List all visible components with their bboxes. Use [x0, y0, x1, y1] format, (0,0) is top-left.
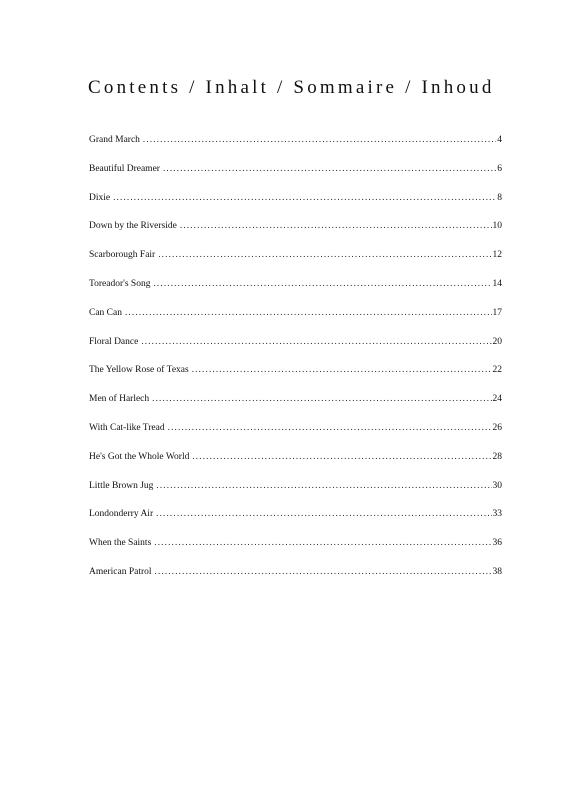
toc-entry-page: 14	[492, 278, 502, 289]
toc-entry-title: Can Can	[89, 307, 122, 318]
toc-entry	[89, 306, 502, 335]
toc-entry	[89, 248, 502, 277]
dot-leader	[143, 133, 496, 145]
toc-entry-title: Grand March	[89, 135, 140, 145]
toc-entry-title: He's Got the Whole World	[89, 451, 190, 462]
toc-entry-page: 28	[492, 451, 502, 462]
dot-leader	[125, 306, 492, 318]
toc-entry-title: Down by the Riverside	[89, 221, 177, 232]
toc-entry	[89, 450, 502, 479]
toc-entry-page: 4	[497, 135, 502, 145]
dot-leader	[156, 507, 491, 519]
toc-entry-page: 36	[492, 538, 502, 549]
toc-entry-page: 26	[492, 422, 502, 433]
toc-entry-page: 20	[492, 336, 502, 347]
dot-leader	[141, 335, 491, 347]
toc-entry	[89, 191, 502, 220]
toc-entry	[89, 335, 502, 364]
toc-entry-page: 24	[492, 394, 502, 405]
toc-entry-page: 17	[492, 307, 502, 318]
dot-leader	[154, 536, 491, 548]
dot-leader	[156, 479, 491, 491]
toc-entry	[89, 479, 502, 508]
dot-leader	[192, 363, 492, 375]
toc-entry-title: Beautiful Dreamer	[89, 163, 160, 174]
toc-entry	[89, 421, 502, 450]
dot-leader	[152, 392, 491, 404]
dot-leader	[113, 191, 496, 203]
toc-entry	[89, 133, 502, 162]
dot-leader	[158, 248, 491, 260]
toc-entry-page: 8	[497, 192, 502, 203]
toc-entry-title: Men of Harlech	[89, 394, 150, 405]
toc-entry	[89, 162, 502, 191]
toc-entry	[89, 363, 502, 392]
toc-entry-page: 38	[492, 566, 502, 577]
toc-entry-page: 10	[492, 221, 502, 232]
toc-entry	[89, 565, 502, 594]
toc-entry	[89, 392, 502, 421]
toc-entry-title: The Yellow Rose of Texas	[89, 365, 189, 376]
toc-entry-title: Toreador's Song	[89, 278, 151, 289]
toc-entry-title: Londonderry Air	[89, 509, 154, 520]
dot-leader	[192, 450, 491, 462]
toc-entry-title: When the Saints	[89, 538, 152, 549]
toc-entry-title: Scarborough Fair	[89, 250, 156, 261]
toc-entry-title: Dixie	[89, 192, 111, 203]
toc-entry	[89, 507, 502, 536]
dot-leader	[163, 162, 496, 174]
toc-entry-page: 30	[492, 480, 502, 491]
toc-entry	[89, 277, 502, 306]
toc-entry-title: With Cat-like Tread	[89, 422, 165, 433]
page-title: Contents / Inhalt / Sommaire / Inhoud	[88, 77, 495, 98]
dot-leader	[155, 565, 492, 577]
toc-entry	[89, 219, 502, 248]
toc-entry-title: Floral Dance	[89, 336, 139, 347]
toc-entry-title: American Patrol	[89, 566, 152, 577]
toc-entry-title: Little Brown Jug	[89, 480, 154, 491]
dot-leader	[153, 277, 491, 289]
toc-entry-page: 12	[492, 250, 502, 261]
dot-leader	[180, 219, 492, 231]
dot-leader	[168, 421, 492, 433]
toc-entry-page: 33	[492, 509, 502, 520]
table-of-contents	[89, 133, 502, 594]
toc-entry-page: 6	[497, 163, 502, 174]
toc-entry-page: 22	[492, 365, 502, 376]
toc-entry	[89, 536, 502, 565]
